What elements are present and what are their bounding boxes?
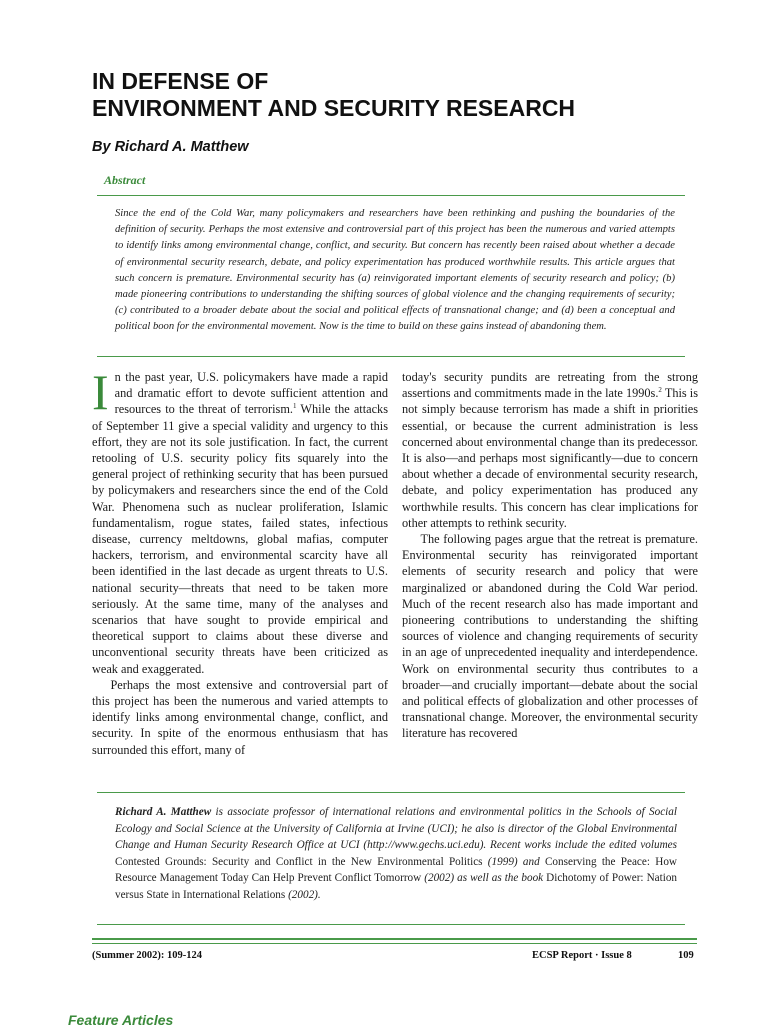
- bio-book-title: Contested Grounds: Security and Conflict in the New Environmental Politics: [115, 855, 483, 868]
- body-column-left: [92, 364, 388, 758]
- body-column-right: [402, 369, 698, 742]
- footer-rule-bottom: [92, 943, 697, 944]
- paragraph-text: This is not simply because terrorism has made a shift in priorities essential, or because the current administration is less concerned about environmental change than its predecessor. It is also—and perhaps most significantly—due to concern about whether a decade of environmental security research, debate, and policy experimentation has produced any worthwhile results. This concern has clear implications for other attempts to rethink security.: [402, 386, 698, 530]
- paragraph: The following pages argue that the retreat is premature. Environmental security has reinvigorated important elements of security research and policy that were marginalized or abandoned during the Cold War period. Much of the recent research also has made important and pioneering contributions to understanding the shifting sources of violence and changing requirements of security in an age of unprecedented inequality and interdependence. Work on environmental security thus contributes to a broader—and crucially important—debate about the social and political effects of globalization and other processes of transnational change. Moreover, the environmental security literature has recovered: [402, 532, 698, 741]
- bio-text: (1999) and: [482, 855, 545, 868]
- bio-text: (2002).: [285, 888, 321, 901]
- bio-bottom-rule: [97, 924, 685, 925]
- paragraph: Perhaps the most extensive and controversial part of this project has been the numerous and varied attempts to identify links among environmental change, conflict, and security. In spite of the enormous enthusiasm that has surrounded this effort, many of: [92, 677, 388, 757]
- drop-cap: I: [92, 364, 109, 420]
- section-label: Feature Articles: [68, 1012, 174, 1028]
- bio-top-rule: [97, 792, 685, 793]
- bio-author-name: Richard A. Matthew: [115, 806, 212, 818]
- bio-book-title: Dichotomy of Power: Nation versus State in International Relations: [115, 872, 678, 901]
- author-bio: [115, 804, 677, 903]
- article-title: [92, 68, 712, 122]
- paragraph-text: While the attacks of September 11 give a special validity and urgency to this effort, they are not its sole justification. In fact, the current retooling of U.S. security policy fits squarely into the general project of rethinking security that has been pursued by policymakers and researchers since the end of the Cold War. Phenomena such as nuclear proliferation, Islamic fundamentalism, rogue states, failed states, infectious disease, currency meltdowns, global mafias, computer hackers, terrorism, and environmental scarcity have all been identified in the last decade as urgent threats to U.S. national security—threats that need to be taken more seriously. At the same time, many of the analyses and scenarios that have sought to provide empirical and theoretical support to claims about these diverse and unconventional security threats have been criticized as weak and exaggerated.: [92, 402, 388, 676]
- paragraph-text: n the past year, U.S. policymakers have made a rapid and dramatic effort to devote sufficient attention and resources to the threat of terrorism.: [114, 370, 388, 417]
- bio-text: (2002) as well as the book: [421, 872, 547, 884]
- title-line-2: ENVIRONMENT AND SECURITY RESEARCH: [92, 95, 576, 121]
- abstract-bottom-rule: [97, 356, 685, 357]
- abstract-text: Since the end of the Cold War, many policymakers and researchers have been rethinking and pushing the boundaries of the definition of security. Perhaps the most extensive and controversial part of this project has been the numerous and varied attempts to identify links among environmental change, conflict, and security. But concern has recently been raised about whether a decade of environmental security research, debate, and policy experimentation has produced worthwhile results. This article argues that such concern is premature. Environmental security has (a) reinvigorated important elements of security research and policy; (b) made pioneering contributions to understanding the shifting sources of global violence and the changing requirements of security; (c) contributed to a broader debate about the social and political effects of transnational change; and (d) been a conceptual and political boon for the environmental movement. Now is the time to build on these gains instead of abandoning them.: [115, 208, 675, 333]
- footnote-ref-1: 1: [292, 402, 297, 411]
- bio-book-title: Conserving the Peace: How Resource Management Today Can Help Prevent Conflict Tomorrow: [115, 855, 677, 884]
- abstract-top-rule: [97, 195, 685, 196]
- page-number: 109: [678, 950, 694, 961]
- bio-text: is associate professor of international relations and environmental politics in the Schools of Social Ecology and Social Science at the University of California at Irvine (UCI); he also is director of the Global Environmental Change and Human Security Research Office at UCI (http://www.gechs.uci.edu). Recent works include the edited volumes: [115, 806, 677, 851]
- footer-journal: ECSP Report · Issue 8: [532, 950, 632, 961]
- paragraph: [402, 369, 698, 531]
- author-byline: By Richard A. Matthew: [92, 139, 249, 155]
- footer-rule-top: [92, 938, 697, 940]
- title-line-1: IN DEFENSE OF: [92, 68, 269, 94]
- paragraph: [92, 364, 388, 677]
- footnote-ref-2: 2: [658, 386, 662, 395]
- footer-citation: (Summer 2002): 109-124: [92, 950, 203, 961]
- abstract-label: Abstract: [104, 173, 146, 187]
- paragraph-text: today's security pundits are retreating from the strong assertions and commitments made in the late 1990s.: [402, 370, 698, 401]
